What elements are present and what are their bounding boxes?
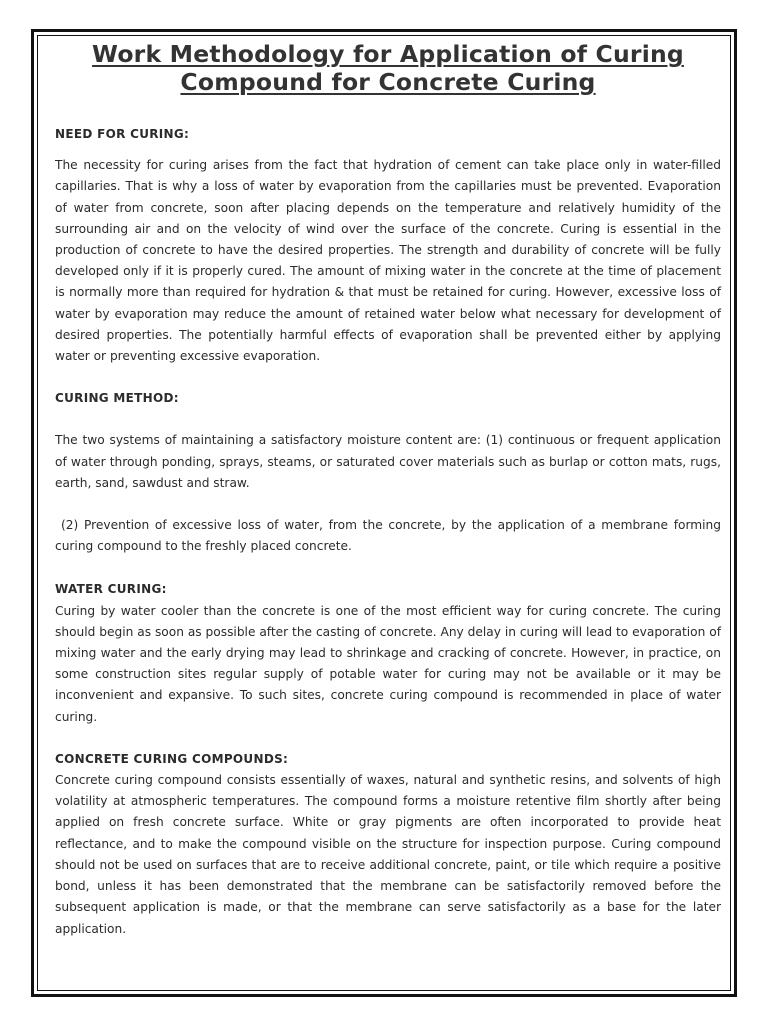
- paragraph-curing-method-1: The two systems of maintaining a satisfactory moisture content are: (1) continuous or frequent application of water through ponding, sprays, steams, or saturated cover materials such as burlap or cotton mats, rugs, earth, sand, sawdust and straw.: [55, 433, 721, 490]
- document-body: [55, 40, 721, 940]
- paragraph-curing-method-2: (2) Prevention of excessive loss of water, from the concrete, by the application of a membrane forming curing compound to the freshly placed concrete.: [55, 518, 721, 554]
- heading-curing-method: CURING METHOD:: [55, 391, 179, 406]
- document-title: [55, 40, 721, 96]
- paragraph-water-curing: Curing by water cooler than the concrete is one of the most efficient way for curing concrete. The curing should begin as soon as possible after the casting of concrete. Any delay in curing will lead to evaporation of mixing water and the early drying may lead to shrinkage and cracking of concrete. However, in practice, on some construction sites regular supply of potable water for curing may not be available or it may be inconvenient and expansive. To such sites, concrete curing compound is recommended in place of water curing.: [55, 603, 721, 724]
- heading-concrete-curing-compounds: CONCRETE CURING COMPOUNDS:: [55, 751, 289, 766]
- paragraph-need-for-curing: The necessity for curing arises from the fact that hydration of cement can take place only in water-filled capillaries. That is why a loss of water by evaporation from the capillaries must be prevented. Evaporation of water from concrete, soon after placing depends on the temperature and relatively humidity of the surrounding air and on the velocity of wind over the surface of the concrete. Curing is essential in the production of concrete to have the desired properties. The strength and durability of concrete will be fully developed only if it is properly cured. The amount of mixing water in the concrete at the time of placement is normally more than required for hydration & that must be retained for curing. However, excessive loss of water by evaporation may reduce the amount of retained water below what necessary for development of desired properties. The potentially harmful effects of evaporation shall be prevented either by applying water or preventing excessive evaporation.: [55, 158, 721, 364]
- title-line-1: Work Methodology for Application of Curing: [92, 40, 684, 68]
- paragraph-concrete-curing-compounds: Concrete curing compound consists essentially of waxes, natural and synthetic resins, and solvents of high volatility at atmospheric temperatures. The compound forms a moisture retentive film shortly after being applied on fresh concrete surface. White or gray pigments are often incorporated to provide heat reflectance, and to make the compound visible on the structure for inspection purpose. Curing compound should not be used on surfaces that are to receive additional concrete, paint, or tile which require a positive bond, unless it has been demonstrated that the membrane can be satisfactorily removed before the subsequent application is made, or that the membrane can serve satisfactorily as a base for the later application.: [55, 773, 721, 936]
- heading-water-curing: WATER CURING:: [55, 582, 167, 597]
- title-line-2: Compound for Concrete Curing: [180, 68, 596, 96]
- heading-need-for-curing: NEED FOR CURING:: [55, 127, 190, 141]
